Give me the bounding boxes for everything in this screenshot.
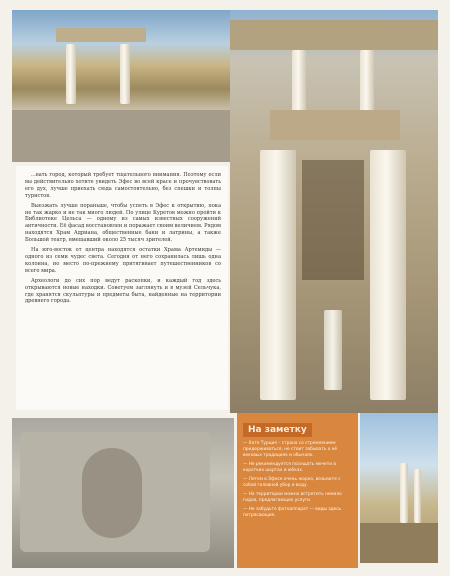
- statue-shape: [324, 310, 342, 390]
- column-shape: [360, 50, 374, 114]
- column-shape: [370, 150, 406, 400]
- figure-shape: [82, 448, 142, 538]
- nike-relief-photo: [12, 418, 234, 568]
- article-paragraph: На юго-восток от центра находятся остатки Храма Артемиды — одного из семи чудес света. Сегодня от него сохранилась лишь одна колонна, но место по-прежнему притягивает путешественников со всего мира.: [25, 247, 221, 274]
- note-item: — Не рекомендуется посещать мечети в коротких шортах и юбках.: [243, 462, 336, 473]
- columns-photo: [360, 413, 438, 563]
- article-paragraph: Выезжать лучше пораньше, чтобы успеть в Эфес к открытию, пока не так жарко и не так много людей. По улице Куретов можно пройти к Библиотеке Цельса — одному из самых известных сооружений античности. Её фасад восстановлен и поражает своим величием. Рядом находятся Храм Адриана, общественные бани и латрины, а также Большой театр, вмещавший около 25 тысяч зрителей.: [25, 202, 221, 244]
- temple-pediment: [56, 28, 146, 42]
- library-facade-photo: [230, 10, 438, 413]
- article-paragraph: ...вать город, который требует тщательного внимания. Поэтому если вы действительно хотите увидеть Эфес во всей красе и прочувствовать его дух, лучше приехать сюда самостоятельно, без спешки и толпы туристов.: [25, 172, 221, 199]
- middle-entablature: [270, 110, 400, 140]
- column-shape: [260, 150, 296, 400]
- article-paragraph: Археологи до сих пор ведут раскопки, и каждый год здесь открываются новые находки. Советуем заглянуть и в музей Сельчука, где хранятся скульптуры и предметы быта, найденные на территории древнего города.: [25, 277, 221, 305]
- note-item: — На территории можно встретить немало гидов, предлагающих услуги.: [243, 492, 342, 503]
- column-shape: [414, 469, 421, 523]
- ruins-photo: [12, 10, 230, 162]
- column-shape: [400, 463, 408, 523]
- ground-shape: [360, 523, 438, 563]
- note-title: На заметку: [243, 423, 312, 437]
- column-shape: [120, 44, 130, 104]
- note-item: — Летом в Эфесе очень жарко, возьмите с собой головной убор и воду.: [243, 477, 341, 488]
- upper-entablature: [230, 20, 438, 50]
- note-item: — Не забудьте фотоаппарат — виды здесь потрясающие.: [243, 507, 342, 518]
- ruins-ground: [12, 110, 230, 162]
- note-item: — Хотя Турция – страна со стремлением придерживаться, не стоит забывать о её вековых традициях и обычаях.: [243, 441, 337, 458]
- note-box: [237, 413, 358, 568]
- article-text: [16, 166, 228, 410]
- doorway-shadow: [302, 160, 364, 280]
- column-shape: [292, 50, 306, 114]
- column-shape: [66, 44, 76, 104]
